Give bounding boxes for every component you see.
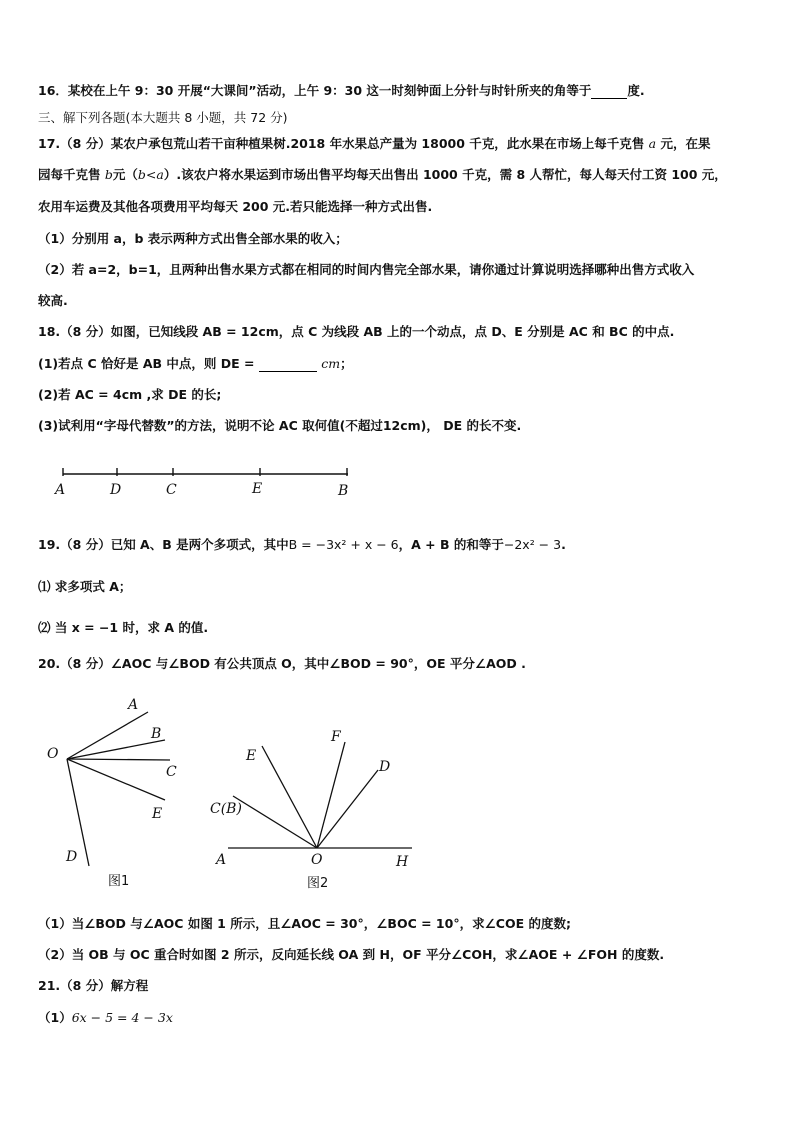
question-18-sub2: (2)若 AC = 4cm ,求 DE 的长; bbox=[38, 387, 222, 402]
q18-sub1-end: ； bbox=[340, 356, 353, 371]
q17-var-a: a bbox=[648, 136, 657, 151]
label-c: C bbox=[166, 482, 177, 498]
q17-line2-c: ）.该农户将水果运到市场出售平均每天出售出 1000 千克，需 8 人帮忙，每人每天付工资 100 元， bbox=[163, 167, 727, 182]
ray-oc bbox=[233, 796, 317, 848]
q17-var-b: b bbox=[104, 167, 113, 182]
q19-expr-sum: −2x² − 3 bbox=[503, 537, 562, 552]
ray-oe bbox=[262, 746, 317, 848]
q21-equation: 6x − 5 = 4 − 3x bbox=[71, 1010, 173, 1025]
question-20-sub2: （2）当 OB 与 OC 重合时如图 2 所示，反向延长线 OA 到 H，OF 平分∠COH，求∠AOE + ∠FOH 的度数. bbox=[38, 947, 665, 962]
q19-text-b: ，A + B 的和等于 bbox=[398, 537, 504, 552]
q19-text-a: 19.（8 分）已知 A、B 是两个多项式，其中 bbox=[38, 537, 289, 552]
question-16-suffix: 度. bbox=[627, 83, 645, 98]
question-20-line1: 20.（8 分）∠AOC 与∠BOD 有公共顶点 O，其中∠BOD = 90°，OE 平分∠AOD . bbox=[38, 656, 526, 671]
question-18-line1: 18.（8 分）如图，已知线段 AB = 12cm，点 C 为线段 AB 上的一个动点，点 D、E 分别是 AC 和 BC 的中点. bbox=[38, 324, 675, 339]
q17-line2-a: 园每千克售 bbox=[38, 167, 101, 182]
q17-text-b: 元，在果 bbox=[660, 136, 711, 151]
fig2-label-cb: C(B) bbox=[210, 801, 242, 817]
figure-1-caption: 图1 bbox=[108, 874, 130, 889]
question-18-sub3: (3)试利用“字母代替数”的方法，说明不论 AC 取何值(不超过12cm)， DE 的长不变. bbox=[38, 418, 522, 433]
q21-sub1-label: （1） bbox=[38, 1010, 72, 1025]
fig1-label-o: O bbox=[47, 746, 59, 762]
fig1-label-c: C bbox=[166, 764, 177, 780]
question-20-sub1: （1）当∠BOD 与∠AOC 如图 1 所示，且∠AOC = 30°，∠BOC = 10°，求∠COE 的度数; bbox=[38, 916, 571, 931]
fig2-label-f: F bbox=[331, 729, 341, 745]
question-21-sub1 bbox=[38, 1010, 173, 1026]
fig2-label-h: H bbox=[396, 854, 409, 870]
q17-condition: b<a bbox=[137, 167, 164, 182]
q19-end: . bbox=[561, 537, 566, 552]
section-header: 三、解下列各题(本大题共 8 小题，共 72 分) bbox=[38, 110, 288, 125]
question-21-line1: 21.（8 分）解方程 bbox=[38, 978, 149, 993]
q18-unit: cm bbox=[321, 356, 341, 371]
label-b: B bbox=[338, 483, 349, 499]
question-17-sub1: （1）分别用 a，b 表示两种方式出售全部水果的收入； bbox=[38, 231, 348, 246]
fig1-label-b: B bbox=[151, 726, 162, 742]
fig1-label-a: A bbox=[128, 697, 139, 713]
fig1-label-d: D bbox=[66, 849, 78, 865]
ray-of bbox=[317, 742, 345, 848]
question-19-sub1: ⑴ 求多项式 A； bbox=[38, 579, 132, 594]
ray-od bbox=[317, 770, 378, 848]
q18-sub1-text: (1)若点 C 恰好是 AB 中点，则 DE = bbox=[38, 356, 255, 371]
fig2-label-d: D bbox=[379, 759, 391, 775]
label-d: D bbox=[110, 482, 122, 498]
q17-text-a: 17.（8 分）某农户承包荒山若干亩种植果树.2018 年水果总产量为 18000 千克，此水果在市场上每千克售 bbox=[38, 136, 645, 151]
label-e: E bbox=[252, 481, 263, 497]
figure-2-caption: 图2 bbox=[307, 876, 329, 891]
fig2-label-a: A bbox=[216, 852, 227, 868]
question-16-text: 16．某校在上午 9：30 开展“大课间”活动，上午 9：30 这一时刻钟面上分针与时针所夹的角等于 bbox=[38, 83, 592, 98]
fig1-label-e: E bbox=[152, 806, 163, 822]
question-19-sub2: ⑵ 当 x = −1 时，求 A 的值. bbox=[38, 620, 209, 635]
q19-expr-b: B = −3x² + x − 6 bbox=[288, 537, 399, 552]
fig2-label-o: O bbox=[311, 852, 323, 868]
question-17-line3: 农用车运费及其他各项费用平均每天 200 元.若只能选择一种方式出售. bbox=[38, 199, 433, 214]
q17-line2-b: 元（ bbox=[112, 167, 138, 182]
question-17-sub2-cont: 较高. bbox=[38, 293, 68, 308]
label-a: A bbox=[55, 482, 66, 498]
question-17-sub2: （2）若 a=2，b=1，且两种出售水果方式都在相同的时间内售完全部水果，请你通过计算说明选择哪种出售方式收入 bbox=[38, 262, 695, 277]
fig2-label-e: E bbox=[246, 748, 257, 764]
